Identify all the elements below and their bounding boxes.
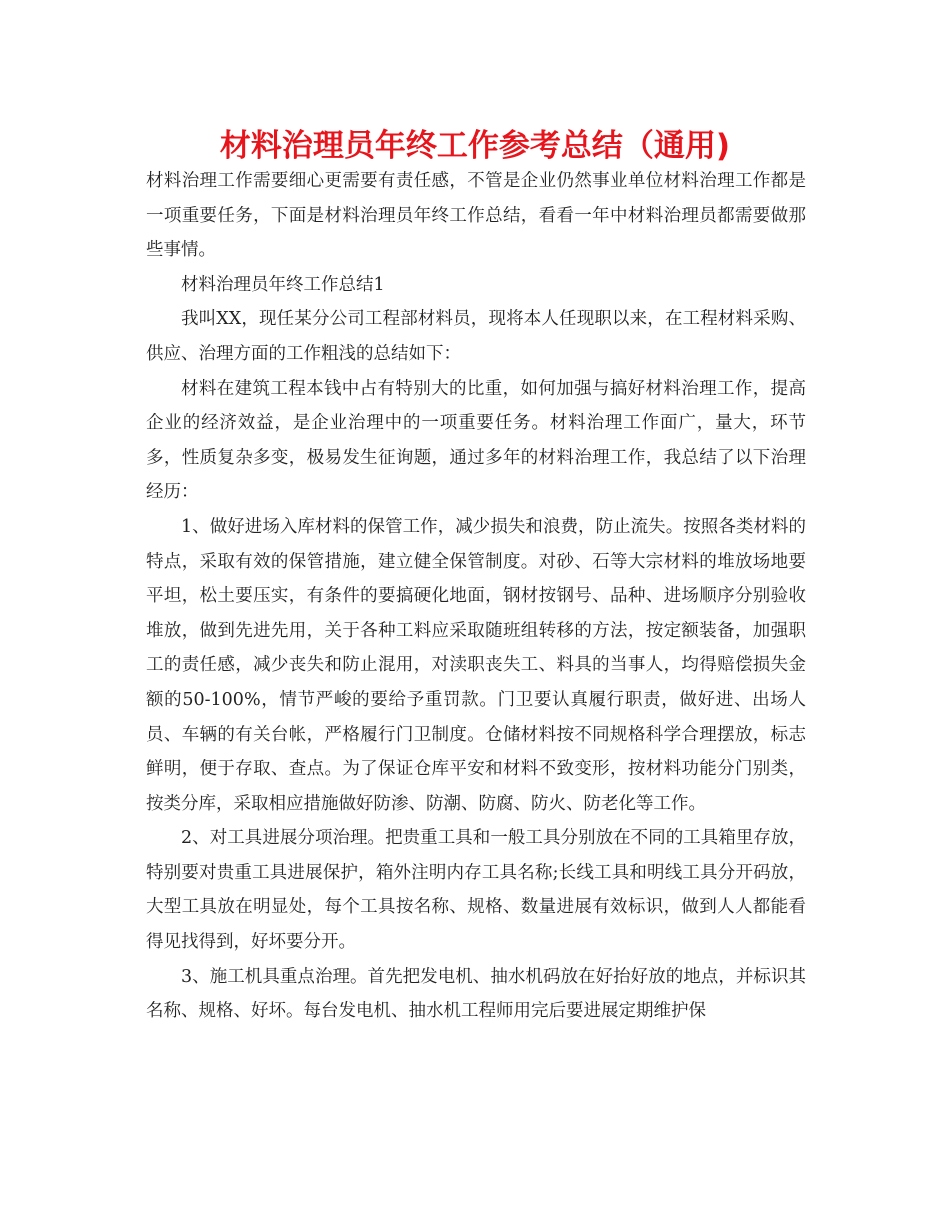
item-3-paragraph: 3、施工机具重点治理。首先把发电机、抽水机码放在好抬好放的地点，并标识其名称、规格、好坏。每台发电机、抽水机工程师用完后要进展定期维护保 bbox=[146, 966, 806, 1022]
item-2-paragraph: 2、对工具进展分项治理。把贵重工具和一般工具分别放在不同的工具箱里存放，特别要对贵重工具进展保护，箱外注明内存工具名称;长线工具和明线工具分开码放，大型工具放在明显处，每个工具按名称、规格、数量进展有效标识，做到人人都能看得见找得到，好坏要分开。 bbox=[146, 828, 806, 953]
intro-paragraph: 材料治理工作需要细心更需要有责任感，不管是企业仍然事业单位材料治理工作都是一项重要任务，下面是材料治理员年终工作总结，看看一年中材料治理员都需要做那些事情。 bbox=[146, 171, 806, 261]
section-heading: 材料治理员年终工作总结1 bbox=[181, 274, 385, 295]
document-body bbox=[146, 164, 806, 1029]
overview-paragraph: 材料在建筑工程本钱中占有特别大的比重，如何加强与搞好材料治理工作，提高企业的经济效益，是企业治理中的一项重要任务。材料治理工作面广，量大，环节多，性质复杂多变，极易发生征询题，通过多年的材料治理工作，我总结了以下治理经历： bbox=[146, 378, 806, 503]
self-intro-paragraph: 我叫XX，现任某分公司工程部材料员，现将本人任现职以来，在工程材料采购、供应、治理方面的工作粗浅的总结如下： bbox=[146, 309, 806, 364]
item-1-paragraph: 1、做好进场入库材料的保管工作，减少损失和浪费，防止流失。按照各类材料的特点，采取有效的保管措施，建立健全保管制度。对砂、石等大宗材料的堆放场地要平坦，松土要压实，有条件的要搞硬化地面，钢材按钢号、品种、进场顺序分别验收堆放，做到先进先用，关于各种工料应采取随班组转移的方法，按定额装备，加强职工的责任感，减少丧失和防止混用，对渎职丧失工、料具的当事人，均得赔偿损失金额的50-100%，情节严峻的要给予重罚款。门卫要认真履行职责，做好进、出场人员、车辆的有关台帐，严格履行门卫制度。仓储材料按不同规格科学合理摆放，标志鲜明，便于存取、查点。为了保证仓库平安和材料不致变形，按材料功能分门别类，按类分库，采取相应措施做好防渗、防潮、防腐、防火、防老化等工作。 bbox=[146, 516, 806, 814]
document-title: 材料治理员年终工作参考总结（通用) bbox=[219, 128, 731, 164]
